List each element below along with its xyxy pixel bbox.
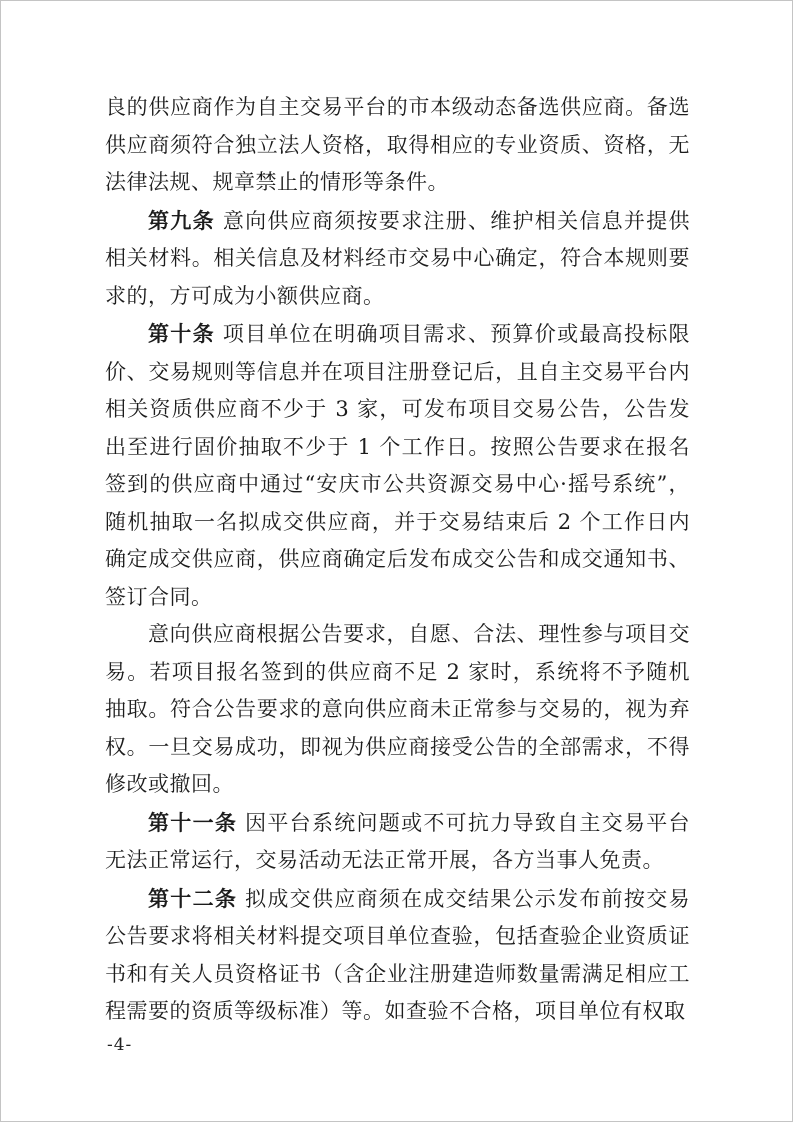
paragraph [105, 202, 690, 316]
document-body [105, 89, 690, 1031]
paragraph-text: 项目单位在明确项目需求、预算价或最高投标限价、交易规则等信息并在项目注册登记后，且自主交易平台内相关资质供应商不少于 3 家，可发布项目交易公告，公告发出至进行固价抽取不少于 1 个工作日。按照公告要求在报名签到的供应商中通过“安庆市公共资源交易中心·摇号系统”，随机抽取一名拟成交供应商，并于交易结束后 2 个工作日内确定成交供应商，供应商确定后发布成交公告和成交通知书、签订合同。 [105, 322, 690, 609]
paragraph-text: 意向供应商须按要求注册、维护相关信息并提供相关材料。相关信息及材料经市交易中心确定，符合本规则要求的，方可成为小额供应商。 [105, 208, 690, 308]
article-number: 第十二条 [148, 885, 238, 911]
paragraph-text: 拟成交供应商须在成交结果公示发布前按交易公告要求将相关材料提交项目单位查验，包括查验企业资质证书和有关人员资格证书（含企业注册建造师数量需满足相应工程需要的资质等级标准）等。如查验不合格，项目单位有权取 [105, 886, 690, 1023]
paragraph-text: 意向供应商根据公告要求，自愿、合法、理性参与项目交易。若项目报名签到的供应商不足 2 家时，系统将不予随机抽取。符合公告要求的意向供应商未正常参与交易的，视为弃权。一旦交易成功，即视为供应商接受公告的全部需求，不得修改或撤回。 [105, 622, 690, 796]
paragraph [105, 315, 690, 616]
paragraph [105, 616, 690, 804]
paragraph [105, 89, 690, 202]
paragraph [105, 880, 690, 1031]
article-number: 第九条 [148, 207, 215, 233]
paragraph-text: 良的供应商作为自主交易平台的市本级动态备选供应商。备选供应商须符合独立法人资格，取得相应的专业资质、资格，无法律法规、规章禁止的情形等条件。 [105, 95, 690, 194]
paragraph-text: 因平台系统问题或不可抗力导致自主交易平台无法正常运行，交易活动无法正常开展，各方当事人免责。 [105, 810, 690, 872]
page-number: -4- [107, 1035, 133, 1055]
article-number: 第十条 [148, 321, 215, 346]
article-number: 第十一条 [148, 809, 238, 835]
paragraph [105, 804, 690, 880]
